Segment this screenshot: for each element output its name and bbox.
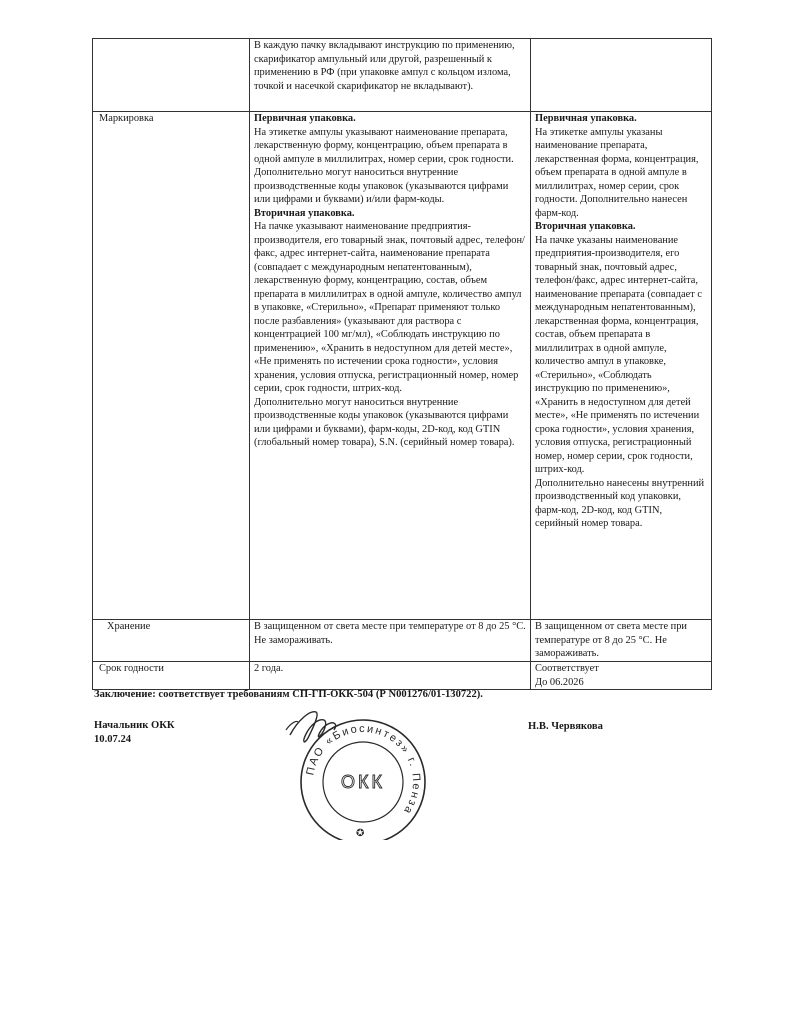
spec-cell bbox=[250, 620, 531, 662]
shelf-life-date: До 06.2026 bbox=[535, 676, 584, 688]
spec-text: В каждую пачку вкладывают инструкцию по применению, скарификатор ампульный или другой, разрешенный к применению в РФ (при упаковке ампул с кольцом излома, точкой и насечкой скарификатор не вкладывают). bbox=[254, 40, 515, 92]
spec-cell bbox=[250, 39, 531, 112]
storage-spec: В защищенном от света месте при температуре от 8 до 25 °С. Не замораживать. bbox=[254, 621, 526, 646]
secondary-packaging-extra: Дополнительно могут наноситься внутренние производственные коды упаковок (указываются цифрами или цифрами и буквами), фарм-коды, 2D-код, код GTIN (глобальный номер товара), S.N. (серийный номер товара). bbox=[254, 396, 515, 448]
result-cell bbox=[531, 112, 712, 620]
secondary-packaging-text: На пачке указывают наименование предприятия-производителя, его товарный знак, почтовый адрес, телефон/факс, адрес интернет-сайта, наименование препарата (совпадает с международным непатентованным), лекарственную форму, концентрацию, состав, объем препарата в миллилитрах в одной ампуле, количество ампул в упаковке, «Стерильно», «Препарат применяют только после разбавления» (указывают для раствора с концентрацией 100 мг/мл), «Соблюдать инструкцию по применению», «Хранить в недоступном для детей месте», «Не применять по истечении срока годности», условия хранения, условия отпуска, регистрационный номер, номер серии, срок годности, штрих-код. bbox=[254, 221, 525, 394]
spec-cell bbox=[250, 662, 531, 690]
row-label-cell bbox=[93, 662, 250, 690]
stamp-and-signature bbox=[268, 690, 458, 840]
result-cell bbox=[531, 39, 712, 112]
signature-date: 10.07.24 bbox=[94, 734, 132, 745]
signature-block bbox=[94, 719, 175, 747]
row-label-cell bbox=[93, 39, 250, 112]
row-label: Срок годности bbox=[99, 663, 164, 674]
row-label: Хранение bbox=[107, 621, 151, 632]
conclusion-line: Заключение: соответствует требованиям СП-ГП-ОКК-504 (Р N001276/01-130722). bbox=[94, 689, 483, 700]
primary-packaging-heading: Первичная упаковка. bbox=[254, 113, 356, 124]
result-secondary-heading: Вторичная упаковка. bbox=[535, 221, 636, 232]
secondary-packaging-heading: Вторичная упаковка. bbox=[254, 207, 355, 219]
table-row bbox=[93, 662, 712, 690]
stamp-star-icon: ✪ bbox=[356, 828, 365, 839]
shelf-life-result: Соответствует bbox=[535, 663, 599, 674]
table-row bbox=[93, 112, 712, 620]
stamp-center-text: ОКК bbox=[341, 772, 385, 792]
spec-cell bbox=[250, 112, 531, 620]
result-primary-text: На этикетке ампулы указаны наименование препарата, лекарственная форма, концентрация, объем препарата в одной ампуле в миллилитрах, номер серии, срок годности. Дополнительно нанесен фарм-код. bbox=[535, 126, 699, 219]
stamp-ring-text: ПАО «Биосинтез» г. Пенза bbox=[304, 722, 423, 818]
result-secondary-text: На пачке указаны наименование предприятия-производителя, его товарный знак, почтовый адрес, телефон/факс, адрес интернет-сайта, наименование препарата (совпадает с международным непатентованным), лекарственная форма, концентрация, состав, объем препарата в миллилитрах в одной ампуле, количество ампул в упаковке, «Стерильно», «Соблюдать инструкцию по применению», «Хранить в недоступном для детей месте», «Не применять по истечении срока годности», условия хранения, условия отпуска, регистрационный номер, номер серии, срок годности, штрих-код. bbox=[535, 234, 702, 475]
result-primary-heading: Первичная упаковка. bbox=[535, 113, 637, 124]
storage-result: В защищенном от света месте при температуре от 8 до 25 °С. Не замораживать. bbox=[535, 621, 687, 659]
row-label: Маркировка bbox=[99, 113, 154, 124]
result-secondary-extra: Дополнительно нанесены внутренний производственный код упаковки, фарм-код, 2D-код, код GTIN, серийный номер товара. bbox=[535, 477, 705, 529]
specification-table bbox=[92, 38, 712, 690]
position-title: Начальник ОКК bbox=[94, 720, 175, 731]
signer-name: Н.В. Червякова bbox=[528, 721, 603, 732]
shelf-life-spec: 2 года. bbox=[254, 663, 284, 674]
table-row bbox=[93, 39, 712, 112]
table-row bbox=[93, 620, 712, 662]
row-label-cell bbox=[93, 112, 250, 620]
result-cell bbox=[531, 662, 712, 690]
stamp-svg bbox=[268, 690, 458, 840]
result-cell bbox=[531, 620, 712, 662]
primary-packaging-extra: Дополнительно могут наноситься внутренние производственные коды упаковок (указываются цифрами или цифрами и буквами) и/или фарм-коды. bbox=[254, 167, 509, 205]
row-label-cell bbox=[93, 620, 250, 662]
primary-packaging-text: На этикетке ампулы указывают наименование препарата, лекарственную форму, концентрацию, объем препарата в одной ампуле в миллилитрах, номер серии, срок годности. bbox=[254, 126, 514, 165]
